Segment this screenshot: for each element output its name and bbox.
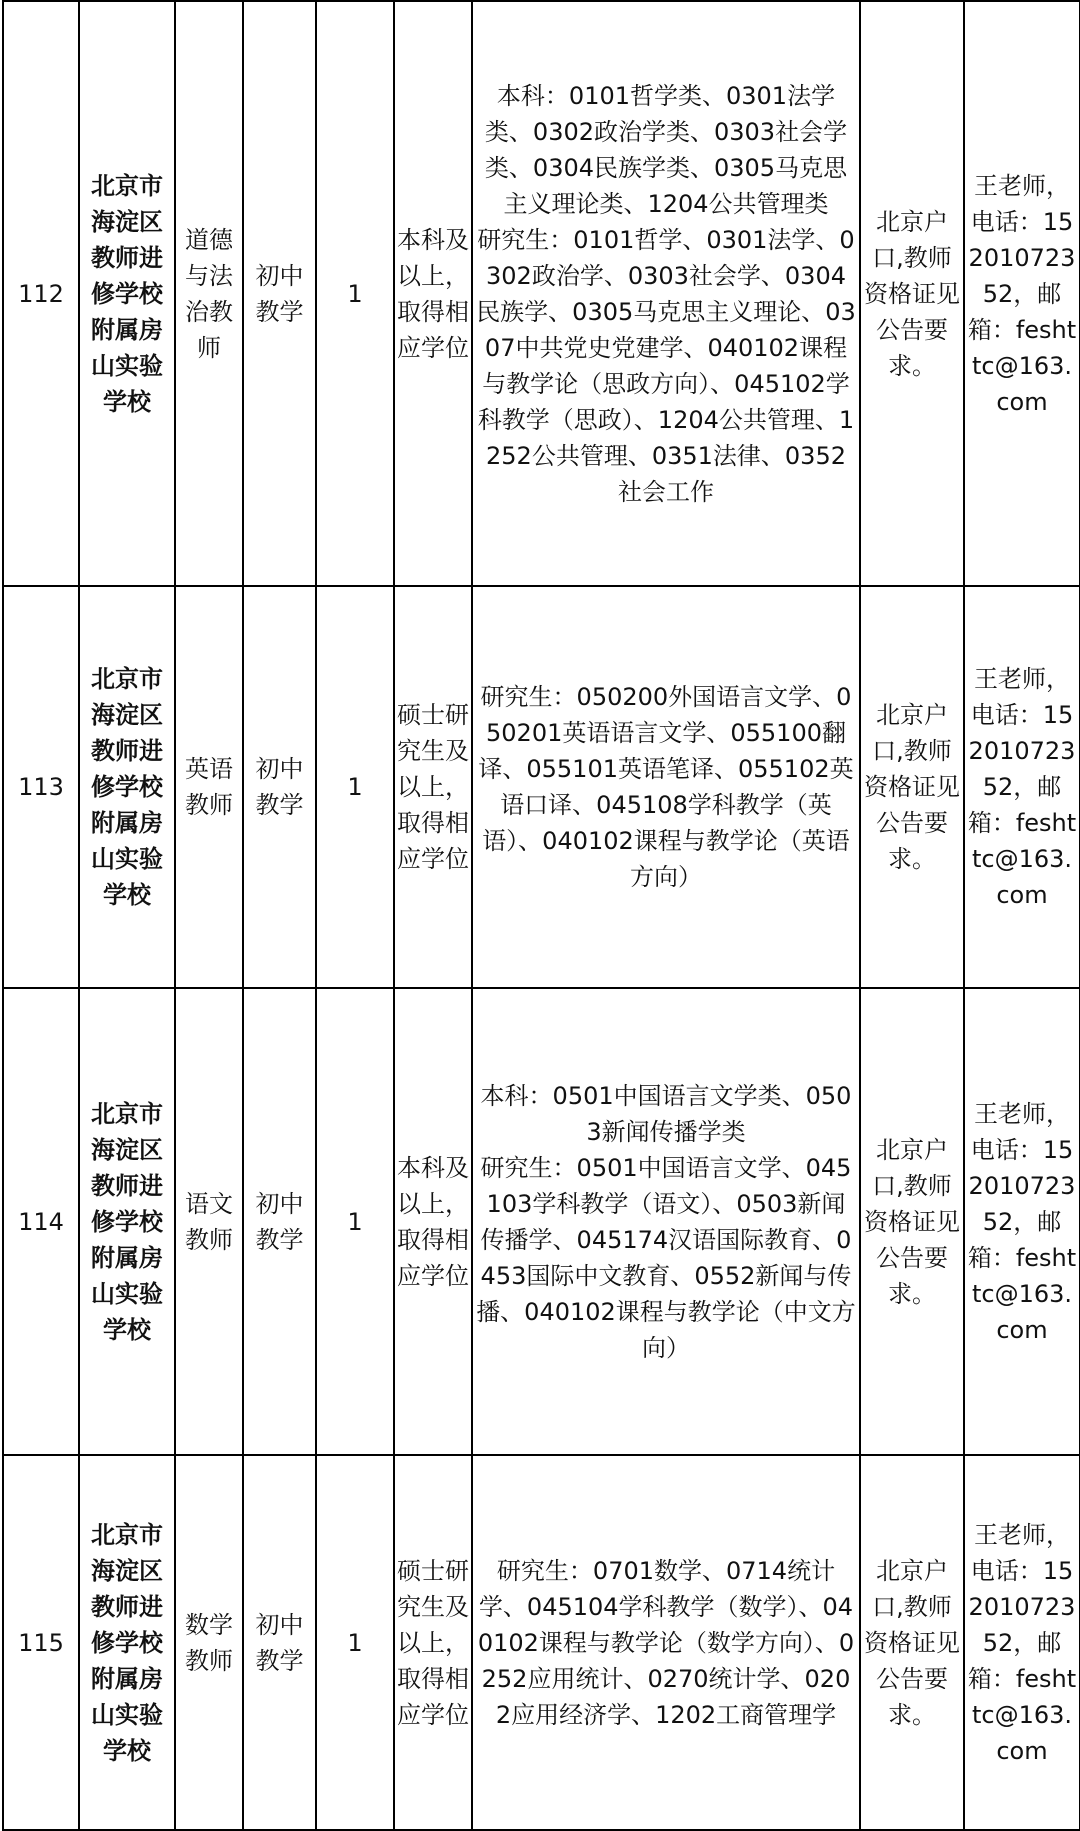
education-requirement: 硕士研究生及以上，取得相应学位 (394, 1455, 472, 1830)
education-requirement: 本科及以上，取得相应学位 (394, 1, 472, 586)
major-requirement: 研究生：0701数学、0714统计学、045104学科教学（数学）、040102课程与教学论（数学方向）、0252应用统计、0270统计学、0202应用经济学、1202工商管理学 (472, 1455, 860, 1830)
major-requirement: 本科：0501中国语言文学类、0503新闻传播学类 研究生：0501中国语言文学、045103学科教学（语文）、0503新闻传播学、045174汉语国际教育、0453国际中文教育、0552新闻与传播、040102课程与教学论（中文方向） (472, 988, 860, 1455)
row-number: 112 (3, 1, 79, 586)
hiring-count: 1 (316, 1455, 394, 1830)
hiring-count: 1 (316, 988, 394, 1455)
contact-info: 王老师，电话：15201072352，邮箱：feshttc@163.com (964, 1, 1080, 586)
post-category: 初中教学 (243, 1, 316, 586)
post-category: 初中教学 (243, 1455, 316, 1830)
contact-info: 王老师，电话：15201072352，邮箱：feshttc@163.com (964, 988, 1080, 1455)
post-name: 数学教师 (175, 1455, 243, 1830)
row-number: 115 (3, 1455, 79, 1830)
post-name: 道德与法治教师 (175, 1, 243, 586)
post-category: 初中教学 (243, 988, 316, 1455)
recruitment-table (2, 0, 1080, 1831)
table-row (3, 586, 1080, 988)
row-number: 114 (3, 988, 79, 1455)
employer-unit: 北京市海淀区教师进修学校附属房山实验学校 (79, 586, 175, 988)
education-requirement: 硕士研究生及以上，取得相应学位 (394, 586, 472, 988)
hiring-count: 1 (316, 586, 394, 988)
contact-info: 王老师，电话：15201072352，邮箱：feshttc@163.com (964, 1455, 1080, 1830)
table-row (3, 1455, 1080, 1830)
major-requirement: 研究生：050200外国语言文学、050201英语语言文学、055100翻译、055101英语笔译、055102英语口译、045108学科教学（英语）、040102课程与教学论（英语方向） (472, 586, 860, 988)
other-requirements: 北京户口,教师资格证见公告要求。 (860, 1, 964, 586)
post-name: 英语教师 (175, 586, 243, 988)
employer-unit: 北京市海淀区教师进修学校附属房山实验学校 (79, 988, 175, 1455)
other-requirements: 北京户口,教师资格证见公告要求。 (860, 988, 964, 1455)
table-row (3, 988, 1080, 1455)
employer-unit: 北京市海淀区教师进修学校附属房山实验学校 (79, 1, 175, 586)
other-requirements: 北京户口,教师资格证见公告要求。 (860, 1455, 964, 1830)
post-name: 语文教师 (175, 988, 243, 1455)
hiring-count: 1 (316, 1, 394, 586)
major-requirement: 本科：0101哲学类、0301法学类、0302政治学类、0303社会学类、0304民族学类、0305马克思主义理论类、1204公共管理类 研究生：0101哲学、0301法学、0302政治学、0303社会学、0304民族学、0305马克思主义理论、0307中共党史党建学、040102课程与教学论（思政方向）、045102学科教学（思政）、1204公共管理、1252公共管理、0351法律、0352社会工作 (472, 1, 860, 586)
table-row (3, 1, 1080, 586)
contact-info: 王老师，电话：15201072352，邮箱：feshttc@163.com (964, 586, 1080, 988)
post-category: 初中教学 (243, 586, 316, 988)
other-requirements: 北京户口,教师资格证见公告要求。 (860, 586, 964, 988)
employer-unit: 北京市海淀区教师进修学校附属房山实验学校 (79, 1455, 175, 1830)
education-requirement: 本科及以上，取得相应学位 (394, 988, 472, 1455)
row-number: 113 (3, 586, 79, 988)
